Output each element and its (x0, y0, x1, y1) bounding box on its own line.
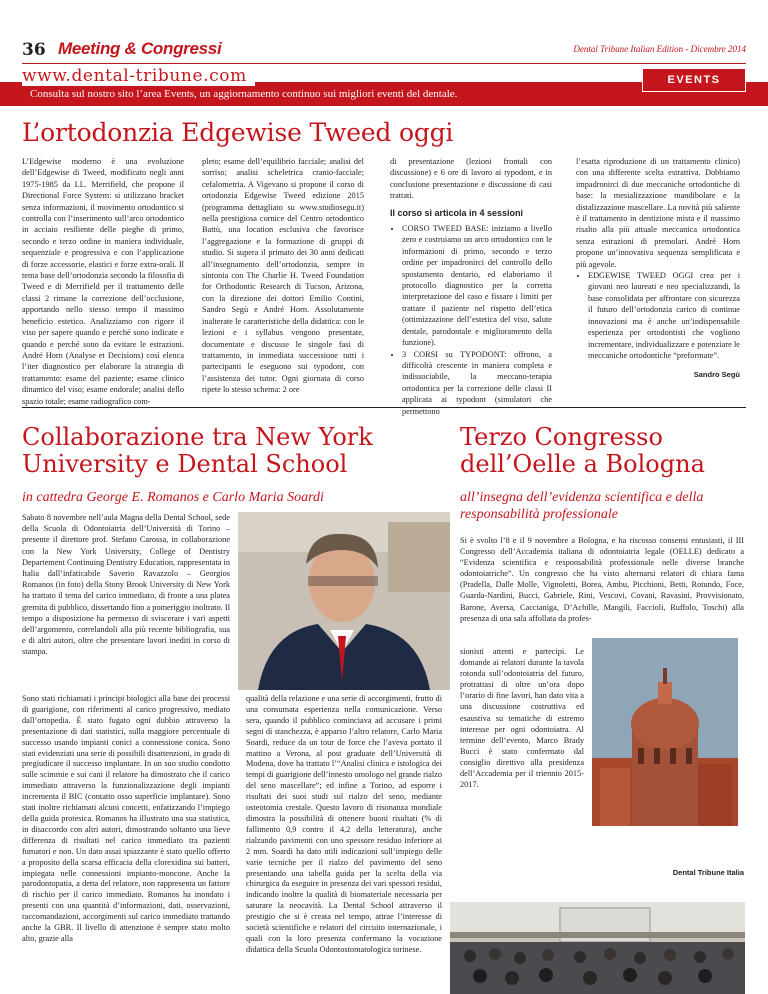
section-divider (22, 407, 746, 408)
article1-column-1 (22, 156, 184, 407)
bologna-church-photo (592, 638, 738, 826)
col4-list (576, 270, 740, 361)
section-title: Meeting & Congressi (58, 39, 222, 58)
article1-column-2 (202, 156, 364, 396)
session-item: • CORSO TWEED BASE: iniziamo a livello zero e costruiamo un arco ortodontico con le informazioni di primo, secondo e terzo ordine per impadronirci del controllo dello spostamento dentario, ed elaboriamo il protocollo diagnostico per la corretta interpretazione del caso e fissare i limiti per trattare il paziente nel rispetto dell’etica (ottimizzazione dell’estetica del viso, salute dentale, parodontale e miglioramento della funzione). (402, 223, 552, 348)
article2-text-top: Sabato 8 novembre nell’aula Magna della Dental School, sede della Scuola di Odontoiatria dell’Università di Torino – presente il direttore prof. Stefano Carossa, in collaborazione con la New York University, College of Dentistry Departement Continuing Dentistry Education, rappresentata in Italia dall’infaticabile Saverio Ravazzolo – Georgios Romanos (in foto) della Stony Brook University di New York ha trattato il tema del carico immediato, di fronte a una platea gremita di pubblico, dissertando fino a pomeriggio inoltrato. Il tempo a disposizione ha permesso di sviscerare i vari aspetti dell’argomento, correlandoli alla più recente bibliografia, sua e di altri autori, oltre che presentare lavori inediti in corso di stampa. (22, 513, 230, 657)
article1-col3-intro: di presentazione (lezioni frontali con discussione) e 6 ore di lavoro ai typodont, e in conclusione presentazione e discussione di casi trattati. (390, 157, 552, 201)
article1-col4-text: l’esatta riproduzione di un trattamento clinico) con una differente scelta estrattiva. Dobbiamo impadronirci di due meccaniche ortodontiche di base: la mesializzazione mandibolare e la distalizzazione mascellare. La novità più saliente è il trattamento in dentizione mista e il massimo risalto alla più attuale meccanica ortodontica senza estrazioni di premolari. André Horn propone un’innovativa sequenza semplificata e più agevole. (576, 157, 740, 269)
article3-text-full: Si è svolto l’8 e il 9 novembre a Bologna, e ha riscosso consensi entusiasti, il III Congresso dell’Accademia italiana di odontoiatria legale (OELLE) dedicato a “Evidenza scientifica e responsabilità professionale nelle diverse branche odontoiatriche”. Un congresso che ha visto alternarsi relatori di chiara fama (Pradella, Dalle Molle, Vignoletti, Borea, Ambu, Picchioni, Betti, Rotundo, Foce, Guarda-Nardini, Bucci, Gabriele, Rini, Vescovi, Covani, Ravasini, Provvisionato, Barone, Aversa, Caccianiga, D’Achille, Mangili, Faccioli, Ruffolo, Toschi) alla presenza di una sala affollata da profes- (460, 536, 744, 623)
audience-image (450, 902, 745, 994)
events-badge[interactable]: EVENTS (642, 68, 746, 92)
edition-label: Dental Tribune Italian Edition - Dicembre 2014 (573, 44, 746, 54)
congress-hall-photo (450, 902, 745, 994)
article-title-nyu: Collaborazione tra New York University e Dental School (22, 423, 373, 478)
article2-column-a-top (22, 512, 230, 658)
session-item: • 3 CORSI su TYPODONT: offrono, a difficoltà crescente in maniera completa e indissociabile, la meccano-terapia ortodontica per la correzione delle classi II applicata ai typodont (simulatori che permettono (402, 349, 552, 417)
website-link[interactable]: www.dental-tribune.com (22, 66, 255, 86)
col4-bullet: • EDGEWISE TWEED OGGI crea per i giovani neo laureati e neo specializzandi, la base consolidata per affrontare con sicurezza il futuro dell’ortodonzia carico di continue innovazioni ma è anche un’indispensabile esperienza per ortodontisti che vogliono incrementare, individualizzare e potenziare le meccaniche ortodontiche “preformate”. (588, 270, 740, 361)
header-rule (22, 63, 746, 64)
article2-column-b (246, 694, 442, 956)
church-image (592, 638, 738, 826)
article1-subhead: Il corso si articola in 4 sessioni (390, 207, 524, 218)
article1-signature: Sandro Segù (693, 370, 740, 380)
article-title-oelle: Terzo Congresso dell’Oelle a Bologna (460, 423, 705, 478)
page-number: 36 (22, 40, 46, 60)
article2-column-a-bottom (22, 694, 230, 945)
article3-kicker: all’insegna dell’evidenza scientifica e della responsabilità professionale (460, 490, 704, 522)
article-title-edgewise: L’ortodonzia Edgewise Tweed oggi (22, 118, 454, 147)
portrait-image (238, 512, 450, 690)
article3-credit: Dental Tribune Italia (672, 868, 744, 877)
article2-kicker: in cattedra George E. Romanos e Carlo Maria Soardi (22, 490, 324, 505)
article1-column-3 (390, 156, 552, 417)
portrait-photo (238, 512, 450, 690)
sessions-list (390, 223, 552, 417)
article2-text-bottom: Sono stati richiamati i principi biologici alla base dei processi di guarigione, con riferimenti al carico progressivo, mediato dall’ortopedia. È stato fugato ogni dubbio attraverso la presentazione di dati statistici, sulla maggiore percentuale di successo usando impianti conici a connessione conica. Sono stati evidenziati una serie di possibili disattenzioni, in grado di pregiudicare il successo implantare. In un suo studio condotto sulle scimmie e sui cani il relatore ha dimostrato che il carico immediato attraverso la funzionalizzazione degli impianti incrementa il BIC (contatto osso superficie implantare). Sono stati inoltre richiamati alcuni concetti, enfatizzando l’impiego della guida protesica. Romanos ha illustrato una sua statistica, in disaccordo con altri autori, dimostrando soltanto una lieve differenza di risultati nel carico immediato tra pazienti fumatori e non. Un dato assai spiazzante è stato quello offerto a proposito della scarsa efficacia della clorexidina sui batteri, impiegata nelle connessioni impianto-moncone. Anche la parodontopatia, a detta del relatore, non rappresenta un fattore di rischio per il carico immediato. Romanos ha inondato i presenti con una quantità d’informazioni, dati, osservazioni, raccomandazioni, accorgimenti sul carico immediato trattando anche la GBR. Il livello di attenzione è sempre stato molto alto, grazie alla (22, 694, 230, 943)
article1-column-4 (576, 156, 740, 381)
article1-col2-text: pleto; esame dell’equilibrio facciale; analisi del sorriso; analisi scheletrica cranio-facciale; cefalometria. A Vigevano si propone il corso di ortodonzia Edgewise Tweed edizione 2015 (programma dettagliato su www.studiosegu.it) nella prestigiosa cornice del Centro ortodontico Battù, una location esclusiva che favorisce l’aggregazione e la formazione di gruppi di studio. Si supera il primato dei 30 anni dedicati all’insegnamento dell’ortodonzia, sempre in sintonia con The Charlie H. Tweed Foundation for Orthodontic Research di Tucson, Arizona, con la direzione dei dottori Emilio Contini, Sandro Segù e André Horn. Assolutamente inalterate le caratteristiche della didattica: con le lezioni e i syllabus vengono presentate, documentate e discusse le singole fasi di trattamento, in immediata successione tutti i partecipanti le eseguono sui typodont, con l’assistenza dei tutor. Ogni giornata di corso ripete lo stesso schema: 2 ore (202, 157, 364, 395)
article1-col1-text: L’Edgewise moderno è una evoluzione dell’Edgewise di Tweed, modificato negli anni 1975-1985 da LL. Merrifield, che propone il Directional Force System: si utilizzano bracket senza informazioni, il movimento ortodontico si controlla con l’inserimento sull’arco ortodontico in acciaio resiliente delle pieghe di primo, secondo e terzo ordine in maniera individuale, sequenziale e progressiva e con l’applicazione di forze accessorie, elastici e forze extra-orali. Il tema base dell’ortodonzia secondo la filosofia di Tweed e di Merrifield per il trattamento delle classi 2 rimane la correzione dell’occlusione, apportando nello stesso tempo il massimo beneficio estetico. Analizziamo con rigore il viso per sapere quando e perché sono indicate e quando e perché sono da evitare le estrazioni. André Horn (Analyse et Decisions) così elenca l’iter diagnostico per elaborare la strategia di trattamento: esame del paziente; esame clinico dinamico del viso; esame endorale; analisi dello spazio totale; esame radiografico com- (22, 157, 184, 406)
article3-text-narrow: sionisti attenti e partecipi. Le domande ai relatori durante la tavola rotonda sull’odontoiatria del futuro, protrattasi di oltre un’ora dopo l’orario di fine lavori, han dato vita a una discussione costruttiva ed esaustiva su tematiche di estremo interesse per ogni odontoiatra. Al termine dell’evento, Marco Brady Bucci è stato confermato dal consiglio direttivo alla presidenza dell’Accademia per il triennio 2015-2017. (460, 647, 584, 790)
article2-text-b: qualità della relazione e una serie di accorgimenti, frutto di una consumata esperienza nella comunicazione. Verso sera, quando il pubblico cominciava ad accusare i primi segni di stanchezza, è apparso l’altro relatore, Carlo Maria Soardi, reduce da un tour de force che l’aveva portato il mattino a Verona, al post graduate dell’Università di Modena, dove ha trattato l’“Analisi clinica e istologica dei tempi di guarigione dell’innesto omologo nel grande rialzo del seno mascellare”; ed infine a Torino, ad esporre i risultati dei suoi studi sul rialzo del seno, mediante osteotomia crestale. Questo lavoro di risonanza mondiale dimostra la possibilità di ottenere buoni risultati (% di fallimento 0,9 contro il 4,2 della letteratura), anche rialzando pavimenti con uno spessore residuo inferiore ai 2 mm. Soardi ha dato utili indicazioni sull’impiego delle varie tecniche per il rialzo del pavimento del seno presentando una tabella guida per la scelta della via chirurgica da eseguire in presenza dei vari spessori residui, indicando inoltre la qualità di biomateriale necessaria per saturare la neocavità. La Dental School attraverso il prestigio che si è creata nel tempo, attrae l’interesse di società scientifiche e relatori del circuito internazionale, i quali con la loro presenza confermano la vocazione didattica della Scuola Odontostomatologica torinese. (246, 694, 442, 954)
banner-subtitle: Consulta sul nostro sito l’area Events, un aggiornamento continuo sui migliori eventi del dentale. (30, 88, 458, 100)
